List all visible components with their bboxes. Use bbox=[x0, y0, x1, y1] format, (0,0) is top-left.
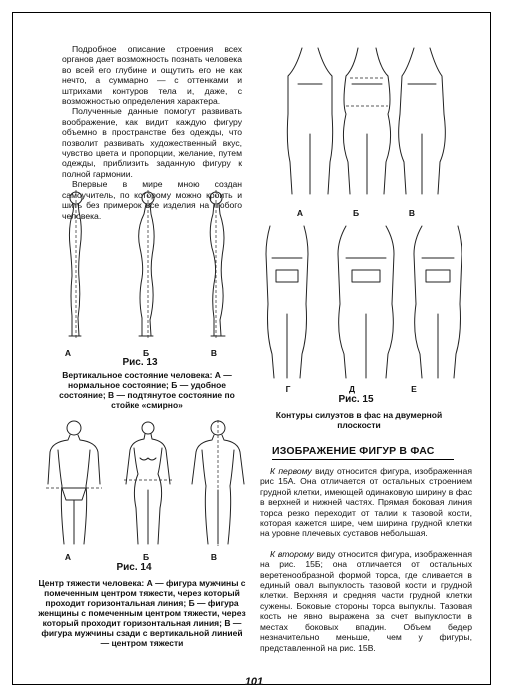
fig14-label-a: А bbox=[64, 552, 72, 562]
fig15-silhouette-a bbox=[287, 48, 332, 194]
fig15-label-b: Б bbox=[352, 208, 360, 218]
section-p2-text: виду относится фигура, изображенная на рис. 15Б; она отличается от остальных веретенообразной формой торса, где сливается в единый овал выпуклость тазовой кости и грудной клетки. Верхняя и средняя части грудной клетки сужены. Боковые стороны торса выпуклы. Тазовая кость не явно выражена за счет выпуклости в местах боковых впадин. Объем бедер незначительно меньше, чем у фигуры, представленной на рис. 15В. bbox=[260, 548, 472, 653]
intro-paragraph-2: Полученные данные помогут развивать воображение, как видит каждую фигуру объемно в пространстве без одежды, что позволит развивать художественный вкус, чувство цвета и пропорции, желание, путем одежды, приблизить заданную фигуру к полной гармонии. bbox=[62, 106, 242, 179]
fig14-illustration bbox=[40, 418, 255, 548]
fig13-silhouette-b bbox=[139, 190, 154, 338]
intro-paragraph-1: Подробное описание строения всех органов дает возможность познать человека во всей его глубине и ощутить его не как нечто, а суммарно — с оттенками и штрихами контуров тела и, даже, с возможностью определения характера. bbox=[62, 44, 242, 107]
fig15-silhouette-d bbox=[338, 226, 394, 378]
section-p1-lead: К первому bbox=[270, 466, 312, 476]
fig13-illustration bbox=[50, 186, 250, 346]
fig15-caption: Контуры силуэтов в фас на двумерной плоскости bbox=[275, 410, 443, 430]
fig13-label-a: А bbox=[64, 348, 72, 358]
intro-paragraph-3: Впервые в мире мною создан самоучитель, по которому можно кроить и шить без примерок все изделия на любого человека. bbox=[62, 179, 242, 221]
fig15-title: Рис. 15 bbox=[338, 394, 374, 405]
fig15-label-d: Д bbox=[348, 384, 356, 394]
fig15-label-v: В bbox=[408, 208, 416, 218]
section-paragraph-2 bbox=[260, 549, 472, 653]
fig14-label-v: В bbox=[210, 552, 218, 562]
fig14-figure-v bbox=[192, 420, 244, 546]
section-title: ИЗОБРАЖЕНИЕ ФИГУР В ФАС bbox=[272, 445, 435, 457]
fig13-title: Рис. 13 bbox=[122, 357, 158, 368]
fig13-silhouette-v bbox=[210, 190, 225, 338]
page-number: 101 bbox=[244, 676, 264, 688]
section-p2-lead: К второму bbox=[270, 548, 314, 559]
fig13-caption: Вертикальное состояние человека: А — нормальное состояние; Б — удобное состояние; В — подтянутое состояние по стойке «смирно» bbox=[59, 370, 235, 410]
section-paragraph-1 bbox=[260, 466, 472, 539]
fig14-figure-b bbox=[124, 422, 172, 544]
section-title-underline bbox=[272, 459, 454, 460]
fig14-caption: Центр тяжести человека: А — фигура мужчины с помеченным центром тяжести, через который проходит горизонтальная линия; Б — фигура женщины с помеченным центром тяжести, через который проходит горизонтальная линия; В — фигура мужчины сзади с вертикальной линией — центром тяжести bbox=[38, 578, 246, 648]
fig15-silhouette-e bbox=[414, 226, 462, 378]
fig15-silhouette-b bbox=[343, 48, 390, 194]
fig15-label-e: Е bbox=[411, 384, 417, 394]
section-body bbox=[260, 466, 472, 653]
fig13-silhouette-a bbox=[69, 190, 82, 338]
fig15-label-g: Г bbox=[285, 384, 291, 394]
fig13-label-v: В bbox=[210, 348, 218, 358]
fig15-silhouette-v bbox=[399, 48, 446, 194]
section-p1-text: виду относится фигура, изображенная рис 15А. Она отличается от остальных строением грудной клетки, имеющей одинаковую ширину в фас в верхней и нижней частях. Прямая боковая линия торса резко переходит от талии к тазовой кости, которая кажется шире, чем ширина грудной клетки на уровне плечевых суставов небольшая. bbox=[260, 466, 472, 539]
fig13-label-b: Б bbox=[142, 348, 150, 358]
fig15-silhouette-g bbox=[266, 226, 308, 378]
fig14-label-b: Б bbox=[142, 552, 150, 562]
fig14-figure-a bbox=[46, 421, 102, 544]
fig15-label-a: А bbox=[296, 208, 304, 218]
fig14-title: Рис. 14 bbox=[116, 562, 152, 573]
